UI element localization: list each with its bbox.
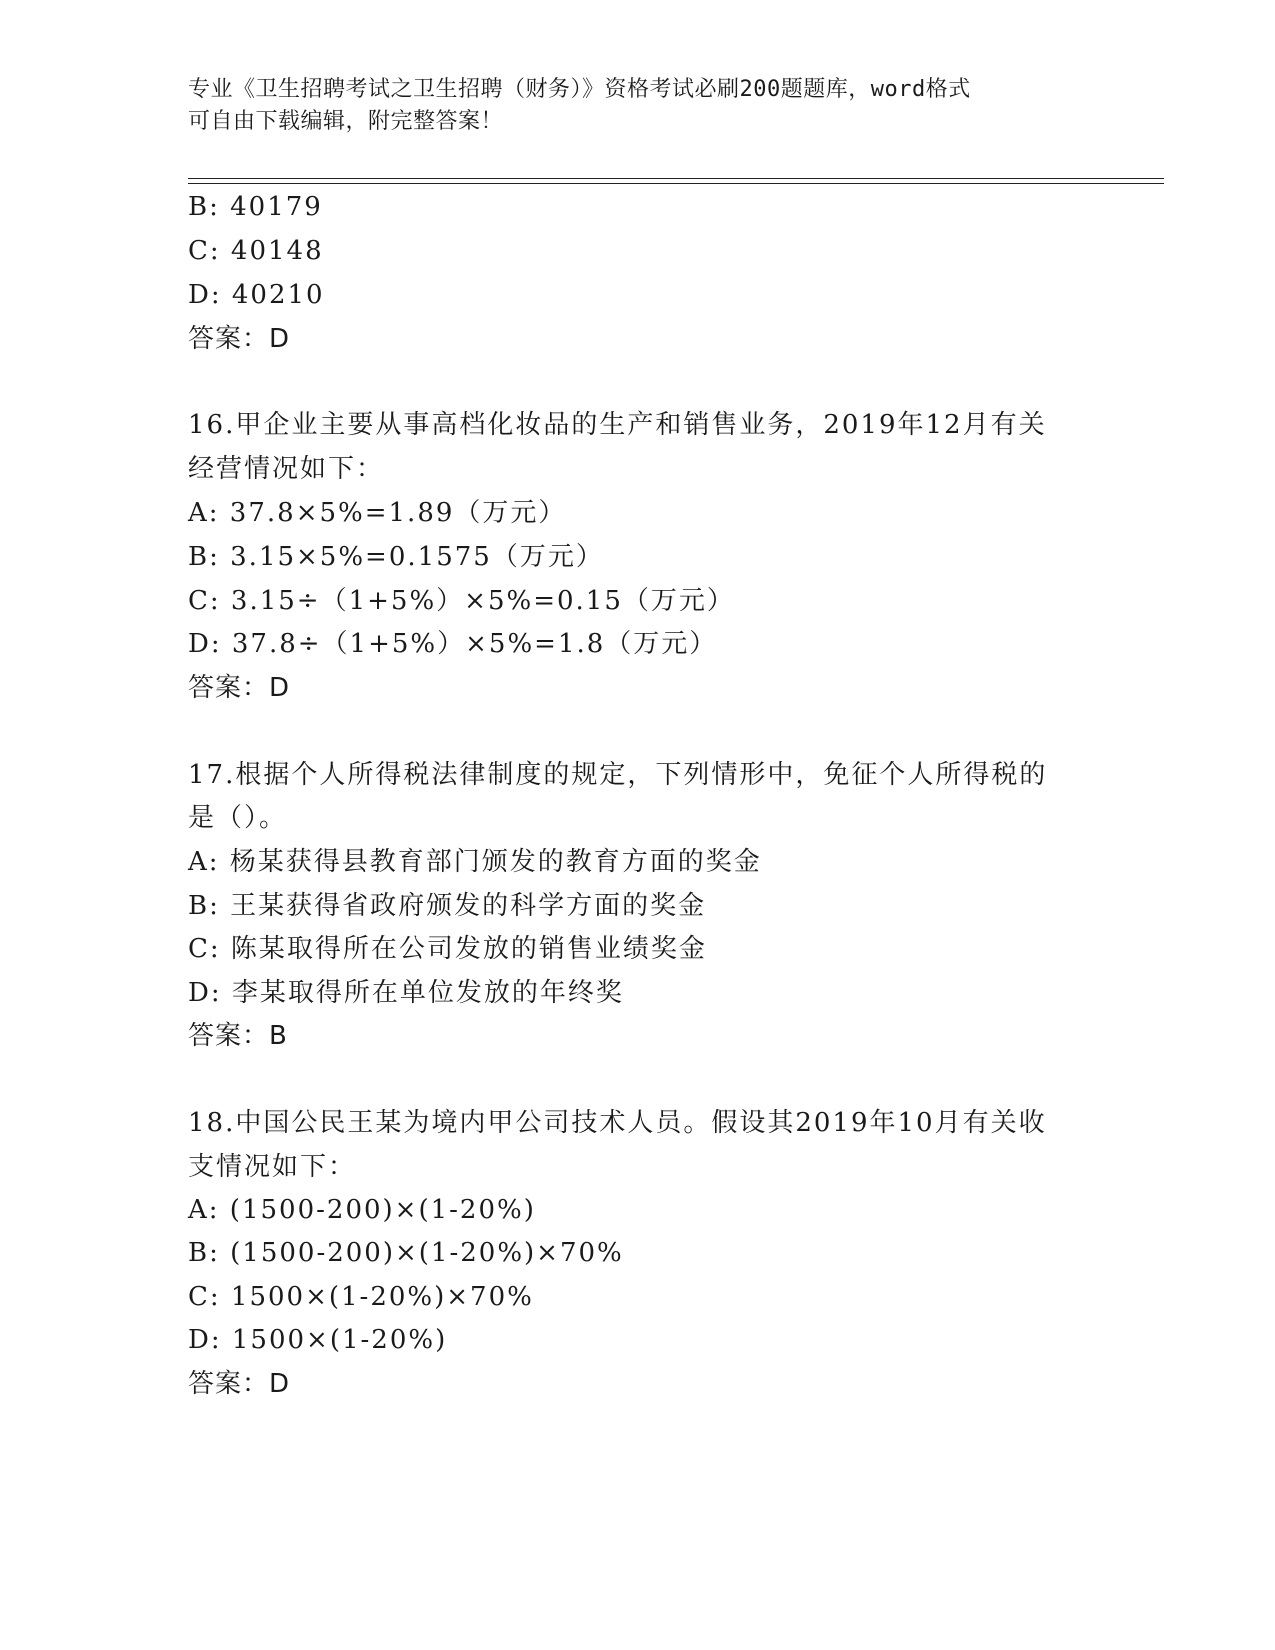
q17-option-d: D: 李某取得所在单位发放的年终奖 xyxy=(188,978,624,1008)
q18-answer: 答案：D xyxy=(188,1369,291,1399)
q17-option-b: B: 王某获得省政府颁发的科学方面的奖金 xyxy=(188,891,707,921)
q15-option-c: C: 40148 xyxy=(188,236,324,266)
q18-stem-line-2: 支情况如下： xyxy=(188,1152,357,1182)
q16-stem-line-2: 经营情况如下： xyxy=(188,454,385,484)
q16-option-c: C: 3.15÷（1+5%）×5%=0.15（万元） xyxy=(188,586,735,616)
q18-option-b: B: (1500-200)×(1-20%)×70% xyxy=(188,1238,624,1268)
q17-answer: 答案：B xyxy=(188,1021,288,1051)
header-line-1: 专业《卫生招聘考试之卫生招聘（财务）》资格考试必刷200题题库，word格式 xyxy=(188,77,971,102)
q16-answer: 答案：D xyxy=(188,673,291,703)
q15-option-d: D: 40210 xyxy=(188,280,325,310)
q16-option-d: D: 37.8÷（1+5%）×5%=1.8（万元） xyxy=(188,629,718,659)
header-divider-top xyxy=(188,178,1164,179)
q16-option-b: B: 3.15×5%=0.1575（万元） xyxy=(188,542,604,572)
q16-option-a: A: 37.8×5%=1.89（万元） xyxy=(188,498,567,528)
q17-option-c: C: 陈某取得所在公司发放的销售业绩奖金 xyxy=(188,934,707,964)
header-line-2: 可自由下载编辑，附完整答案！ xyxy=(188,109,504,134)
q17-option-a: A: 杨某获得县教育部门颁发的教育方面的奖金 xyxy=(188,847,762,877)
q18-option-c: C: 1500×(1-20%)×70% xyxy=(188,1282,534,1312)
q18-stem-line-1: 18.中国公民王某为境内甲公司技术人员。假设其2019年10月有关收 xyxy=(188,1108,1047,1138)
q15-option-b: B: 40179 xyxy=(188,192,323,222)
q18-option-d: D: 1500×(1-20%) xyxy=(188,1325,448,1355)
q17-stem-line-1: 17.根据个人所得税法律制度的规定，下列情形中，免征个人所得税的 xyxy=(188,760,1048,790)
q16-stem-line-1: 16.甲企业主要从事高档化妆品的生产和销售业务，2019年12月有关 xyxy=(188,410,1047,440)
document-header xyxy=(188,74,1088,138)
q18-option-a: A: (1500-200)×(1-20%) xyxy=(188,1195,536,1225)
header-divider-bottom xyxy=(188,183,1164,184)
q17-stem-line-2: 是（）。 xyxy=(188,803,288,833)
q15-answer: 答案：D xyxy=(188,324,291,354)
